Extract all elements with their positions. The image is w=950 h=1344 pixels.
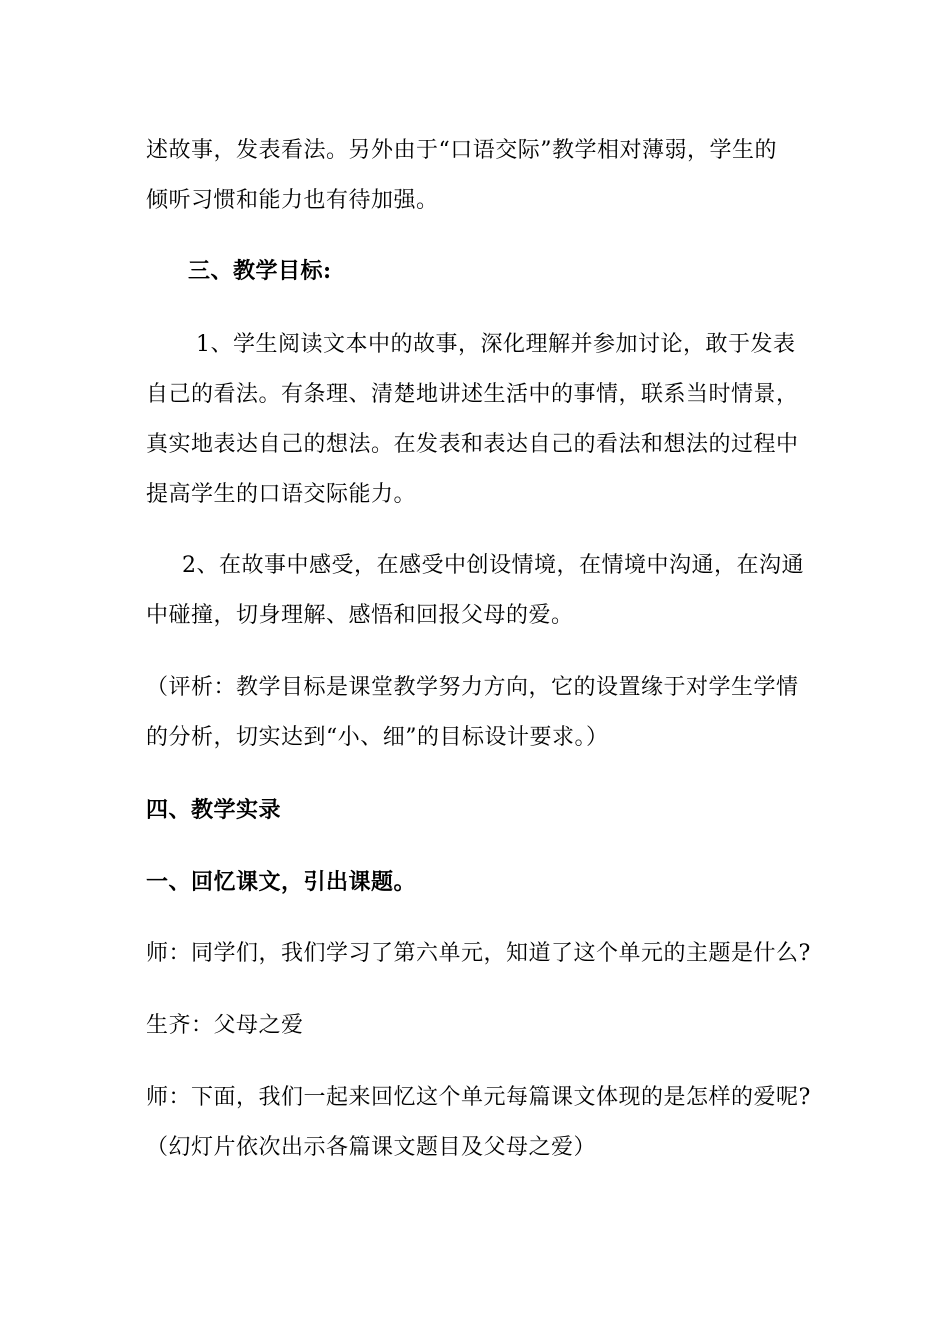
paragraph-line: （评析：教学目标是课堂教学努力方向，它的设置缘于对学生学情 [146, 675, 799, 700]
paragraph-line: 述故事，发表看法。另外由于“口语交际”教学相对薄弱，学生的 [146, 138, 777, 163]
section-heading-objectives: 三、教学目标: [188, 258, 332, 284]
paragraph-line: 提高学生的口语交际能力。 [146, 482, 417, 507]
paragraph-line: 真实地表达自己的想法。在发表和表达自己的看法和想法的过程中 [146, 432, 799, 457]
dialogue-line: （幻灯片依次出示各篇课文题目及父母之爱） [146, 1135, 597, 1160]
paragraph-line: 2、在故事中感受，在感受中创设情境，在情境中沟通，在沟通 [182, 553, 804, 578]
subsection-heading: 一、回忆课文，引出课题。 [146, 869, 417, 895]
paragraph-line: 倾听习惯和能力也有待加强。 [146, 188, 439, 213]
dialogue-line: 师：下面，我们一起来回忆这个单元每篇课文体现的是怎样的爱呢? [146, 1085, 811, 1110]
dialogue-line: 师：同学们，我们学习了第六单元，知道了这个单元的主题是什么? [146, 941, 811, 966]
paragraph-line: 自己的看法。有条理、清楚地讲述生活中的事情，联系当时情景， [146, 382, 799, 407]
paragraph-line: 中碰撞，切身理解、感悟和回报父母的爱。 [146, 603, 574, 628]
dialogue-line: 生齐：父母之爱 [146, 1013, 304, 1038]
paragraph-line: 的分析，切实达到“小、细”的目标设计要求。） [146, 725, 609, 750]
section-heading-record: 四、教学实录 [146, 797, 282, 823]
paragraph-line: 1、学生阅读文本中的故事，深化理解并参加讨论，敢于发表 [196, 332, 796, 357]
